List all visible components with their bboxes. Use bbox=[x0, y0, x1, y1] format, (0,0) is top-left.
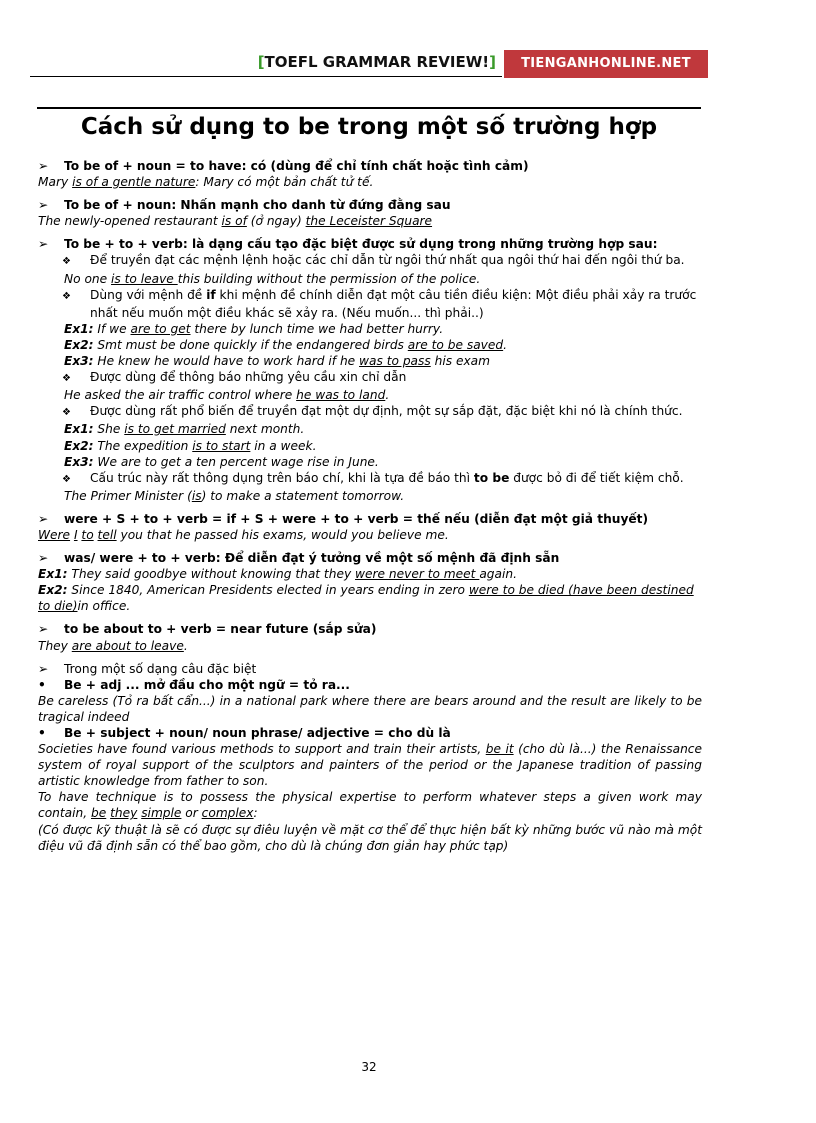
example bbox=[38, 321, 702, 337]
sub-bullet bbox=[38, 470, 702, 488]
heading-text: To be of + noun: Nhấn mạnh cho danh từ đứng đằng sau bbox=[64, 198, 451, 213]
page-header bbox=[30, 50, 708, 78]
underlined-text: tell bbox=[97, 527, 117, 542]
example-label: Ex1: bbox=[64, 321, 94, 336]
example-label: Ex1: bbox=[64, 422, 94, 437]
section-heading-6 bbox=[38, 621, 702, 637]
page-number: 32 bbox=[361, 1060, 377, 1074]
arrow-bullet-icon: ➢ bbox=[38, 622, 49, 637]
example-label: Ex1: bbox=[38, 567, 68, 582]
diamond-bullet-icon: ❖ bbox=[62, 407, 71, 419]
underlined-text: are to get bbox=[130, 321, 191, 336]
example bbox=[38, 213, 702, 229]
heading-text: To be of + noun = to have: có (dùng để chỉ tính chất hoặc tình cảm) bbox=[64, 159, 529, 173]
underlined-text: was to pass bbox=[359, 354, 431, 369]
text: again. bbox=[479, 567, 518, 582]
text: in office. bbox=[77, 599, 131, 614]
example bbox=[38, 741, 702, 789]
underlined-text: to bbox=[81, 527, 94, 542]
section-heading-2 bbox=[38, 197, 702, 213]
text: The newly-opened restaurant bbox=[38, 214, 222, 229]
text: there by lunch time we had better hurry. bbox=[190, 321, 444, 336]
text: Since 1840, American Presidents elected in years ending in zero bbox=[67, 583, 469, 598]
text: Cấu trúc này rất thông dụng trên báo chí, khi là tựa đề báo thì bbox=[90, 470, 474, 485]
section-heading-4 bbox=[38, 511, 702, 527]
example-label: Ex2: bbox=[64, 337, 94, 352]
underlined-text: is to start bbox=[192, 438, 251, 453]
text: She bbox=[93, 422, 125, 437]
heading-text: To be + to + verb: là dạng cấu tạo đặc biệt được sử dụng trong những trường hợp sau: bbox=[64, 237, 658, 252]
underlined-text: I bbox=[73, 527, 78, 542]
heading-text: Be + adj ... mở đầu cho một ngữ = tỏ ra... bbox=[64, 677, 350, 692]
text: : Mary có một bản chất tử tế. bbox=[195, 175, 374, 190]
underlined-text: is of bbox=[221, 214, 247, 229]
section-heading-3 bbox=[38, 236, 702, 252]
example-label: Ex3: bbox=[64, 354, 94, 369]
bracket-close: ] bbox=[489, 53, 496, 71]
text: . bbox=[385, 388, 390, 403]
text: . bbox=[503, 337, 507, 352]
example bbox=[38, 454, 702, 470]
text: or bbox=[181, 806, 202, 821]
heading-text: was/ were + to + verb: Để diễn đạt ý tưởng về một số mệnh đã định sẵn bbox=[64, 551, 560, 566]
example bbox=[38, 527, 702, 543]
title-rule bbox=[37, 107, 701, 109]
example bbox=[38, 693, 702, 725]
bracket-open: [ bbox=[257, 53, 265, 71]
underlined-text: is bbox=[191, 488, 202, 503]
header-title-text: TOEFL GRAMMAR REVIEW! bbox=[264, 53, 490, 71]
text: được bỏ đi để tiết kiệm chỗ. bbox=[509, 470, 684, 485]
example-label: Ex2: bbox=[38, 583, 68, 598]
example bbox=[38, 582, 702, 614]
underlined-text: be bbox=[91, 806, 107, 821]
diamond-bullet-icon: ❖ bbox=[62, 290, 71, 302]
text: . bbox=[183, 638, 188, 653]
underlined-text: is to leave bbox=[111, 271, 178, 286]
text: We are to get a ten percent wage rise in June. bbox=[93, 454, 379, 469]
example bbox=[38, 488, 702, 504]
heading-text: Be + subject + noun/ noun phrase/ adjective = cho dù là bbox=[64, 726, 451, 740]
text: ) to make a statement tomorrow. bbox=[201, 488, 405, 503]
sub-bullet bbox=[38, 287, 702, 321]
underlined-text: simple bbox=[141, 806, 182, 821]
text: They said goodbye without knowing that they bbox=[67, 567, 356, 582]
document-body bbox=[38, 158, 702, 854]
example bbox=[38, 438, 702, 454]
section-heading-1 bbox=[38, 158, 702, 174]
text: Smt must be done quickly if the endangered birds bbox=[93, 337, 408, 352]
text: in a week. bbox=[250, 438, 317, 453]
text: Societies have found various methods to support and train their artists, bbox=[38, 742, 486, 757]
example bbox=[38, 387, 702, 403]
underlined-text: the Leceister Square bbox=[305, 214, 433, 229]
underlined-text: were to be died (have been destined to die) bbox=[38, 583, 694, 614]
heading-text: Trong một số dạng câu đặc biệt bbox=[64, 661, 257, 676]
section-heading-5 bbox=[38, 550, 702, 566]
underlined-text: Were bbox=[38, 527, 71, 542]
text: (cho dù là...) the Renaissance system of royal support of the sculptors and painters of the period or the Japanese tradition of passing artistic knowledge from father to son. bbox=[38, 742, 703, 789]
underlined-text: they bbox=[110, 806, 138, 821]
text: next month. bbox=[225, 422, 305, 437]
text: this building without the permission of the police. bbox=[177, 271, 481, 286]
text: He asked the air traffic control where bbox=[64, 388, 297, 403]
text: The expedition bbox=[93, 438, 193, 453]
diamond-bullet-icon: ❖ bbox=[62, 373, 71, 385]
underlined-text: are about to leave bbox=[71, 638, 184, 653]
text: No one bbox=[64, 271, 112, 286]
example-label: Ex3: bbox=[64, 454, 94, 469]
diamond-bullet-icon: ❖ bbox=[62, 256, 71, 268]
example bbox=[38, 638, 702, 654]
diamond-bullet-icon: ❖ bbox=[62, 473, 71, 485]
example bbox=[38, 337, 702, 353]
text: Được dùng để thông báo những yêu cầu xin chỉ dẫn bbox=[90, 370, 407, 385]
bold-text: if bbox=[206, 287, 216, 302]
text: you that he passed his exams, would you believe me. bbox=[116, 527, 449, 542]
heading-text: to be about to + verb = near future (sắp sửa) bbox=[64, 622, 377, 637]
text: khi mệnh đề chính diễn đạt một câu tiền điều kiện: Một điều phải xảy ra trước nhất nếu muốn một điều khác sẽ xảy ra. (Nếu muốn... thì phải..) bbox=[90, 287, 697, 320]
text: Được dùng rất phổ biến để truyền đạt một dự định, một sự sắp đặt, đặc biệt khi nó là chính thức. bbox=[90, 404, 683, 419]
example bbox=[38, 353, 702, 369]
arrow-bullet-icon: ➢ bbox=[38, 661, 49, 676]
heading-text: were + S + to + verb = if + S + were + to + verb = thế nếu (diễn đạt một giả thuyết) bbox=[64, 511, 649, 526]
text: his exam bbox=[430, 354, 490, 369]
example bbox=[38, 789, 702, 821]
dot-heading bbox=[38, 677, 702, 693]
bold-text: to be bbox=[473, 470, 510, 485]
text: If we bbox=[93, 321, 131, 336]
header-line bbox=[30, 76, 502, 77]
example bbox=[38, 421, 702, 437]
arrow-bullet-icon: ➢ bbox=[38, 237, 49, 252]
text: Để truyền đạt các mệnh lệnh hoặc các chỉ dẫn từ ngôi thứ nhất qua ngôi thứ hai đến ngôi thứ ba. bbox=[90, 253, 685, 268]
underlined-text: be it bbox=[485, 742, 514, 757]
document-title: Cách sử dụng to be trong một số trường hợp bbox=[80, 114, 658, 140]
section-heading-7 bbox=[38, 661, 702, 677]
example bbox=[38, 174, 702, 190]
dot-heading bbox=[38, 725, 702, 741]
underlined-text: are to be saved bbox=[407, 337, 504, 352]
text: Mary bbox=[38, 175, 73, 190]
text: The Primer Minister ( bbox=[64, 488, 192, 503]
underlined-text: were never to meet bbox=[355, 567, 480, 582]
text: (ở ngay) bbox=[246, 214, 306, 229]
example bbox=[38, 271, 702, 287]
underlined-text: he was to land bbox=[296, 388, 386, 403]
underlined-text: is to get married bbox=[124, 422, 226, 437]
text: He knew he would have to work hard if he bbox=[93, 354, 360, 369]
sub-bullet bbox=[38, 252, 702, 270]
text: (Có được kỹ thuật là sẽ có được sự điêu luyện về mặt cơ thể để thực hiện bất kỳ những bước vũ nào mà một điệu vũ đã định sẵn có thể bao gồm, cho dù là chúng đơn giản hay phức tạp) bbox=[38, 822, 702, 853]
example bbox=[38, 566, 702, 582]
dot-bullet-icon: • bbox=[38, 726, 46, 740]
arrow-bullet-icon: ➢ bbox=[38, 159, 49, 173]
underlined-text: complex bbox=[201, 806, 254, 821]
example bbox=[38, 822, 702, 854]
text: Dùng với mệnh đề bbox=[90, 287, 207, 302]
sub-bullet bbox=[38, 369, 702, 387]
dot-bullet-icon: • bbox=[38, 677, 46, 692]
text: Be careless (Tỏ ra bất cẩn...) in a national park where there are bears around and the result are likely to be tragical indeed bbox=[38, 693, 702, 724]
header-title bbox=[258, 53, 496, 71]
text: They bbox=[38, 638, 72, 653]
underlined-text: is of a gentle nature bbox=[72, 175, 196, 190]
arrow-bullet-icon: ➢ bbox=[38, 198, 49, 213]
site-badge: TIENGANHONLINE.NET bbox=[504, 50, 708, 78]
sub-bullet bbox=[38, 403, 702, 421]
text: To have technique is to possess the physical expertise to perform whatever steps a given work may contain, bbox=[38, 790, 702, 821]
example-label: Ex2: bbox=[64, 438, 94, 453]
arrow-bullet-icon: ➢ bbox=[38, 511, 49, 526]
text: : bbox=[253, 806, 258, 821]
arrow-bullet-icon: ➢ bbox=[38, 551, 49, 566]
